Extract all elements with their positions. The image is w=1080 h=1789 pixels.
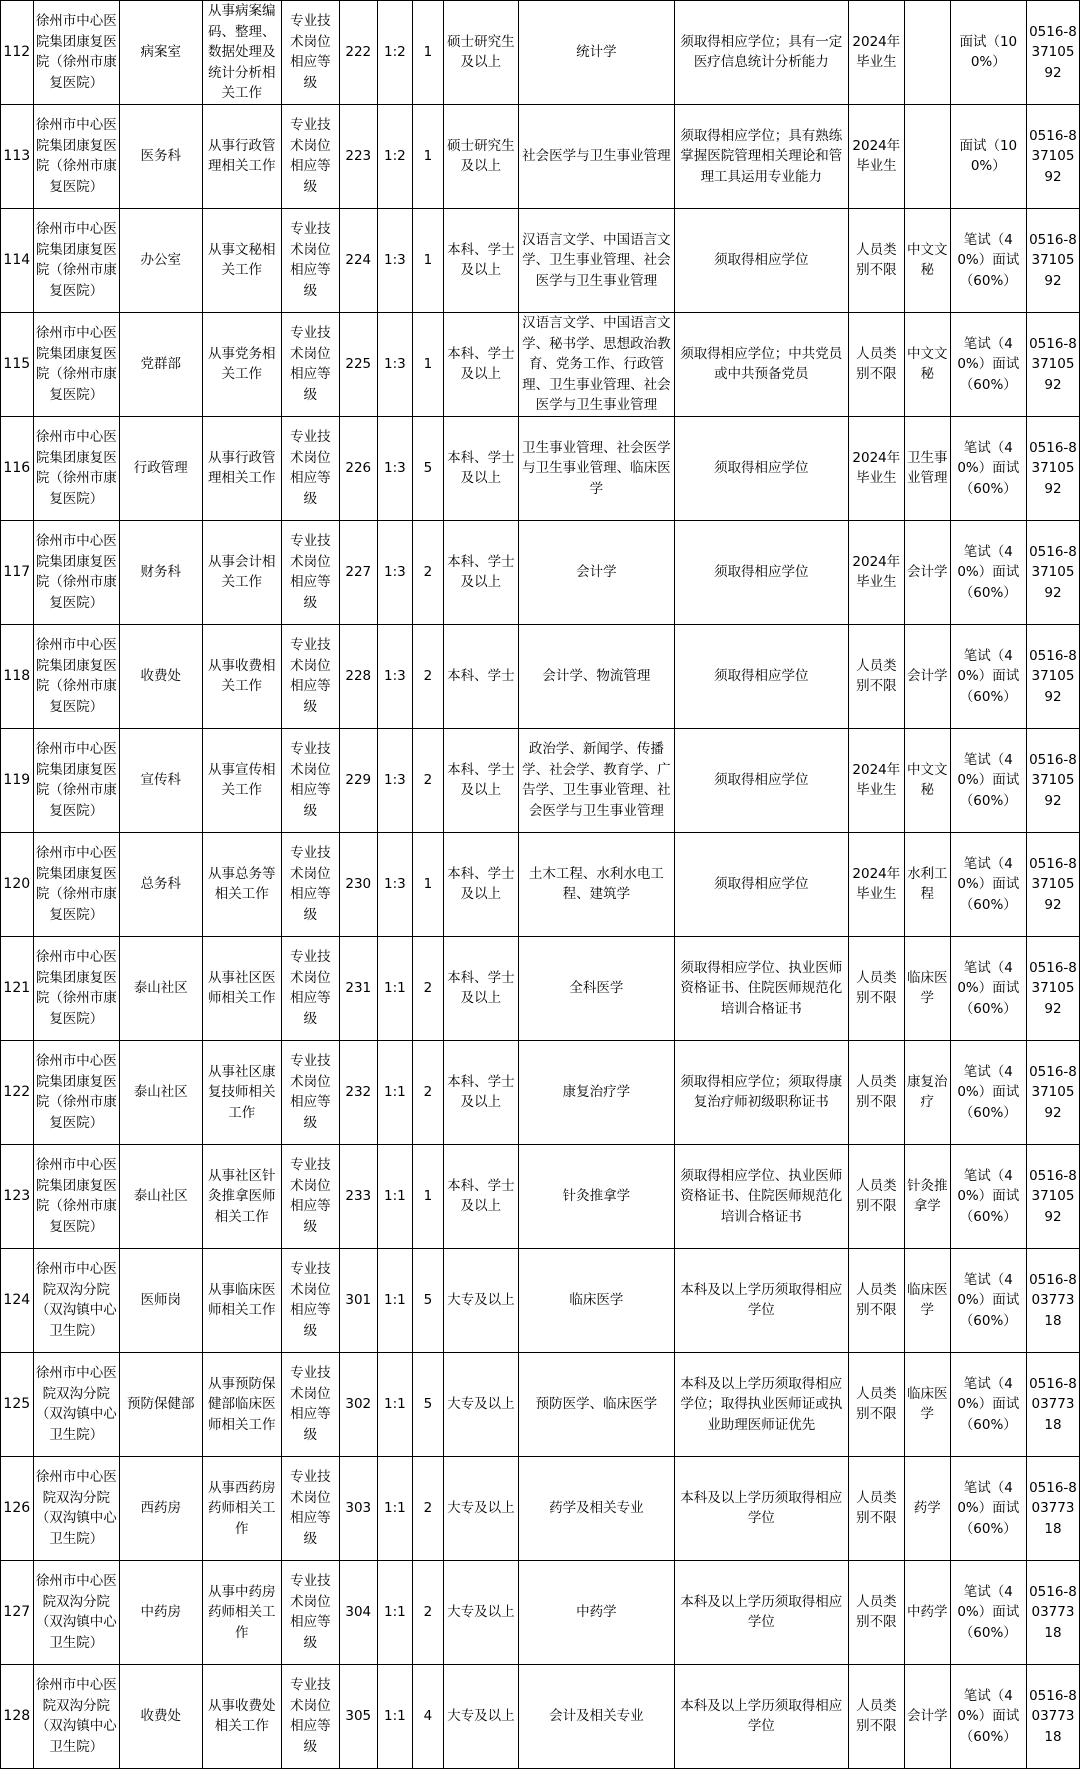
duty-cell: 从事临床医师相关工作 [202,1248,281,1352]
education-cell: 硕士研究生及以上 [443,1,518,105]
table-row [1,624,1080,728]
table-row [1,936,1080,1040]
table-row [1,1352,1080,1456]
department-cell: 泰山社区 [120,1144,202,1248]
major-cell: 政治学、新闻学、传播学、社会学、教育学、广告学、卫生事业管理、社会医学与卫生事业管理 [519,728,675,832]
education-cell: 本科、学士及以上 [443,520,518,624]
exam-method-cell: 笔试（40%）面试（60%） [950,1560,1026,1664]
major-cell: 会计学、物流管理 [519,624,675,728]
table-body [1,1,1080,1769]
position-code-cell: 233 [339,1144,377,1248]
table-row [1,1456,1080,1560]
exam-method-cell: 笔试（40%）面试（60%） [950,832,1026,936]
requirement-cell: 本科及以上学历须取得相应学位 [674,1248,848,1352]
row-number: 119 [1,728,34,832]
position-code-cell: 303 [339,1456,377,1560]
exam-ratio-cell: 1:3 [377,520,413,624]
target-cell: 2024年毕业生 [848,520,904,624]
duty-cell: 从事西药房药师相关工作 [202,1456,281,1560]
position-category-cell: 专业技术岗位相应等级 [281,936,339,1040]
exam-method-cell: 笔试（40%）面试（60%） [950,312,1026,416]
table-row [1,1560,1080,1664]
major-cell: 统计学 [519,1,675,105]
exam-ratio-cell: 1:1 [377,1144,413,1248]
exam-subject-cell: 会计学 [904,624,950,728]
table-row [1,208,1080,312]
target-cell: 人员类别不限 [848,312,904,416]
education-cell: 本科、学士及以上 [443,416,518,520]
education-cell: 硕士研究生及以上 [443,104,518,208]
exam-ratio-cell: 1:1 [377,936,413,1040]
department-cell: 中药房 [120,1560,202,1664]
requirement-cell: 本科及以上学历须取得相应学位；取得执业医师证或执业助理医师证优先 [674,1352,848,1456]
duty-cell: 从事中药房药师相关工作 [202,1560,281,1664]
major-cell: 药学及相关专业 [519,1456,675,1560]
department-cell: 行政管理 [120,416,202,520]
requirement-cell: 须取得相应学位 [674,416,848,520]
requirement-cell: 须取得相应学位、执业医师资格证书、住院医师规范化培训合格证书 [674,1144,848,1248]
phone-cell: 0516-83710592 [1026,416,1079,520]
headcount-cell: 2 [413,1560,444,1664]
position-code-cell: 226 [339,416,377,520]
duty-cell: 从事宣传相关工作 [202,728,281,832]
duty-cell: 从事病案编码、整理、数据处理及统计分析相关工作 [202,1,281,105]
exam-subject-cell: 会计学 [904,520,950,624]
requirement-cell: 须取得相应学位 [674,832,848,936]
phone-cell: 0516-83710592 [1026,624,1079,728]
position-code-cell: 224 [339,208,377,312]
exam-ratio-cell: 1:1 [377,1456,413,1560]
position-category-cell: 专业技术岗位相应等级 [281,1664,339,1768]
department-cell: 财务科 [120,520,202,624]
headcount-cell: 2 [413,624,444,728]
employer-cell: 徐州市中心医院集团康复医院（徐州市康复医院） [33,728,120,832]
major-cell: 中药学 [519,1560,675,1664]
phone-cell: 0516-80377318 [1026,1248,1079,1352]
position-code-cell: 230 [339,832,377,936]
exam-ratio-cell: 1:3 [377,208,413,312]
exam-ratio-cell: 1:3 [377,416,413,520]
duty-cell: 从事预防保健部临床医师相关工作 [202,1352,281,1456]
exam-ratio-cell: 1:1 [377,1352,413,1456]
exam-subject-cell: 药学 [904,1456,950,1560]
target-cell: 人员类别不限 [848,1560,904,1664]
duty-cell: 从事行政管理相关工作 [202,416,281,520]
phone-cell: 0516-80377318 [1026,1456,1079,1560]
table-row [1,104,1080,208]
exam-method-cell: 笔试（40%）面试（60%） [950,936,1026,1040]
duty-cell: 从事会计相关工作 [202,520,281,624]
employer-cell: 徐州市中心医院集团康复医院（徐州市康复医院） [33,624,120,728]
requirement-cell: 须取得相应学位；中共党员或中共预备党员 [674,312,848,416]
headcount-cell: 5 [413,1248,444,1352]
headcount-cell: 1 [413,1,444,105]
requirement-cell: 须取得相应学位 [674,208,848,312]
target-cell: 人员类别不限 [848,1664,904,1768]
major-cell: 会计及相关专业 [519,1664,675,1768]
exam-ratio-cell: 1:1 [377,1560,413,1664]
exam-ratio-cell: 1:1 [377,1664,413,1768]
phone-cell: 0516-83710592 [1026,520,1079,624]
position-category-cell: 专业技术岗位相应等级 [281,1352,339,1456]
headcount-cell: 2 [413,936,444,1040]
phone-cell: 0516-83710592 [1026,1144,1079,1248]
education-cell: 大专及以上 [443,1456,518,1560]
exam-subject-cell: 中文文秘 [904,728,950,832]
requirement-cell: 须取得相应学位 [674,520,848,624]
target-cell: 人员类别不限 [848,1040,904,1144]
exam-subject-cell: 临床医学 [904,1248,950,1352]
row-number: 117 [1,520,34,624]
employer-cell: 徐州市中心医院集团康复医院（徐州市康复医院） [33,312,120,416]
target-cell: 人员类别不限 [848,1248,904,1352]
position-category-cell: 专业技术岗位相应等级 [281,1,339,105]
row-number: 123 [1,1144,34,1248]
headcount-cell: 2 [413,728,444,832]
employer-cell: 徐州市中心医院集团康复医院（徐州市康复医院） [33,104,120,208]
employer-cell: 徐州市中心医院集团康复医院（徐州市康复医院） [33,1144,120,1248]
row-number: 121 [1,936,34,1040]
exam-subject-cell: 中文文秘 [904,312,950,416]
requirement-cell: 本科及以上学历须取得相应学位 [674,1664,848,1768]
exam-method-cell: 笔试（40%）面试（60%） [950,1352,1026,1456]
position-code-cell: 302 [339,1352,377,1456]
position-category-cell: 专业技术岗位相应等级 [281,1144,339,1248]
department-cell: 党群部 [120,312,202,416]
position-category-cell: 专业技术岗位相应等级 [281,832,339,936]
headcount-cell: 4 [413,1664,444,1768]
department-cell: 医师岗 [120,1248,202,1352]
education-cell: 本科、学士及以上 [443,312,518,416]
exam-method-cell: 笔试（40%）面试（60%） [950,520,1026,624]
exam-subject-cell: 水利工程 [904,832,950,936]
department-cell: 收费处 [120,1664,202,1768]
major-cell: 土木工程、水利水电工程、建筑学 [519,832,675,936]
position-code-cell: 304 [339,1560,377,1664]
phone-cell: 0516-83710592 [1026,832,1079,936]
position-code-cell: 231 [339,936,377,1040]
exam-method-cell: 笔试（40%）面试（60%） [950,1248,1026,1352]
headcount-cell: 2 [413,1040,444,1144]
position-category-cell: 专业技术岗位相应等级 [281,416,339,520]
duty-cell: 从事党务相关工作 [202,312,281,416]
major-cell: 社会医学与卫生事业管理 [519,104,675,208]
requirement-cell: 须取得相应学位、执业医师资格证书、住院医师规范化培训合格证书 [674,936,848,1040]
major-cell: 全科医学 [519,936,675,1040]
education-cell: 大专及以上 [443,1560,518,1664]
exam-ratio-cell: 1:3 [377,832,413,936]
exam-method-cell: 笔试（40%）面试（60%） [950,416,1026,520]
exam-subject-cell: 中药学 [904,1560,950,1664]
position-category-cell: 专业技术岗位相应等级 [281,208,339,312]
row-number: 126 [1,1456,34,1560]
headcount-cell: 1 [413,312,444,416]
education-cell: 本科、学士及以上 [443,1144,518,1248]
education-cell: 本科、学士及以上 [443,208,518,312]
exam-method-cell: 笔试（40%）面试（60%） [950,1664,1026,1768]
target-cell: 人员类别不限 [848,1352,904,1456]
phone-cell: 0516-83710592 [1026,1,1079,105]
exam-subject-cell [904,104,950,208]
duty-cell: 从事社区医师相关工作 [202,936,281,1040]
row-number: 115 [1,312,34,416]
phone-cell: 0516-83710592 [1026,936,1079,1040]
requirement-cell: 须取得相应学位；具有熟练掌握医院管理相关理论和管理工具运用专业能力 [674,104,848,208]
target-cell: 2024年毕业生 [848,416,904,520]
table-row [1,1,1080,105]
target-cell: 人员类别不限 [848,936,904,1040]
target-cell: 人员类别不限 [848,1144,904,1248]
position-category-cell: 专业技术岗位相应等级 [281,1248,339,1352]
row-number: 116 [1,416,34,520]
exam-subject-cell: 临床医学 [904,936,950,1040]
position-code-cell: 232 [339,1040,377,1144]
exam-method-cell: 笔试（40%）面试（60%） [950,728,1026,832]
duty-cell: 从事社区针灸推拿医师相关工作 [202,1144,281,1248]
exam-method-cell: 面试（100%） [950,104,1026,208]
major-cell: 预防医学、临床医学 [519,1352,675,1456]
exam-method-cell: 笔试（40%）面试（60%） [950,1456,1026,1560]
major-cell: 临床医学 [519,1248,675,1352]
position-category-cell: 专业技术岗位相应等级 [281,1456,339,1560]
duty-cell: 从事文秘相关工作 [202,208,281,312]
table-row [1,728,1080,832]
row-number: 125 [1,1352,34,1456]
education-cell: 本科、学士及以上 [443,728,518,832]
major-cell: 康复治疗学 [519,1040,675,1144]
phone-cell: 0516-83710592 [1026,312,1079,416]
target-cell: 2024年毕业生 [848,728,904,832]
requirement-cell: 本科及以上学历须取得相应学位 [674,1560,848,1664]
employer-cell: 徐州市中心医院双沟分院（双沟镇中心卫生院） [33,1560,120,1664]
education-cell: 本科、学士及以上 [443,1040,518,1144]
position-code-cell: 301 [339,1248,377,1352]
position-category-cell: 专业技术岗位相应等级 [281,624,339,728]
target-cell: 人员类别不限 [848,1456,904,1560]
education-cell: 本科、学士 [443,624,518,728]
employer-cell: 徐州市中心医院集团康复医院（徐州市康复医院） [33,208,120,312]
department-cell: 病案室 [120,1,202,105]
row-number: 112 [1,1,34,105]
department-cell: 宣传科 [120,728,202,832]
phone-cell: 0516-83710592 [1026,208,1079,312]
row-number: 118 [1,624,34,728]
exam-ratio-cell: 1:3 [377,312,413,416]
position-code-cell: 227 [339,520,377,624]
position-category-cell: 专业技术岗位相应等级 [281,1040,339,1144]
exam-ratio-cell: 1:3 [377,728,413,832]
phone-cell: 0516-80377318 [1026,1560,1079,1664]
exam-ratio-cell: 1:1 [377,1040,413,1144]
position-code-cell: 225 [339,312,377,416]
phone-cell: 0516-80377318 [1026,1352,1079,1456]
target-cell: 2024年毕业生 [848,832,904,936]
education-cell: 大专及以上 [443,1248,518,1352]
requirement-cell: 须取得相应学位；须取得康复治疗师初级职称证书 [674,1040,848,1144]
requirement-cell: 须取得相应学位 [674,624,848,728]
table-row [1,520,1080,624]
exam-subject-cell: 针灸推拿学 [904,1144,950,1248]
table-row [1,312,1080,416]
row-number: 113 [1,104,34,208]
target-cell: 人员类别不限 [848,208,904,312]
employer-cell: 徐州市中心医院双沟分院（双沟镇中心卫生院） [33,1352,120,1456]
position-category-cell: 专业技术岗位相应等级 [281,104,339,208]
department-cell: 总务科 [120,832,202,936]
position-category-cell: 专业技术岗位相应等级 [281,520,339,624]
headcount-cell: 1 [413,1144,444,1248]
duty-cell: 从事行政管理相关工作 [202,104,281,208]
position-category-cell: 专业技术岗位相应等级 [281,312,339,416]
position-code-cell: 229 [339,728,377,832]
exam-subject-cell: 临床医学 [904,1352,950,1456]
employer-cell: 徐州市中心医院集团康复医院（徐州市康复医院） [33,1,120,105]
row-number: 120 [1,832,34,936]
requirement-cell: 须取得相应学位；具有一定医疗信息统计分析能力 [674,1,848,105]
employer-cell: 徐州市中心医院集团康复医院（徐州市康复医院） [33,520,120,624]
position-code-cell: 228 [339,624,377,728]
duty-cell: 从事总务等相关工作 [202,832,281,936]
table-row [1,1144,1080,1248]
table-row [1,832,1080,936]
major-cell: 会计学 [519,520,675,624]
position-code-cell: 223 [339,104,377,208]
row-number: 114 [1,208,34,312]
target-cell: 人员类别不限 [848,624,904,728]
employer-cell: 徐州市中心医院集团康复医院（徐州市康复医院） [33,416,120,520]
major-cell: 汉语言文学、中国语言文学、秘书学、思想政治教育、党务工作、行政管理、卫生事业管理、社会医学与卫生事业管理 [519,312,675,416]
table-row [1,1248,1080,1352]
department-cell: 泰山社区 [120,936,202,1040]
department-cell: 办公室 [120,208,202,312]
exam-ratio-cell: 1:1 [377,1248,413,1352]
exam-ratio-cell: 1:3 [377,624,413,728]
row-number: 122 [1,1040,34,1144]
requirement-cell: 须取得相应学位 [674,728,848,832]
requirement-cell: 本科及以上学历须取得相应学位 [674,1456,848,1560]
exam-ratio-cell: 1:2 [377,104,413,208]
phone-cell: 0516-83710592 [1026,1040,1079,1144]
headcount-cell: 2 [413,1456,444,1560]
table-row [1,1664,1080,1768]
row-number: 127 [1,1560,34,1664]
exam-subject-cell: 卫生事业管理 [904,416,950,520]
duty-cell: 从事收费处相关工作 [202,1664,281,1768]
department-cell: 泰山社区 [120,1040,202,1144]
employer-cell: 徐州市中心医院双沟分院（双沟镇中心卫生院） [33,1248,120,1352]
duty-cell: 从事社区康复技师相关工作 [202,1040,281,1144]
target-cell: 2024年毕业生 [848,104,904,208]
row-number: 128 [1,1664,34,1768]
phone-cell: 0516-83710592 [1026,104,1079,208]
employer-cell: 徐州市中心医院集团康复医院（徐州市康复医院） [33,936,120,1040]
department-cell: 医务科 [120,104,202,208]
exam-method-cell: 面试（100%） [950,1,1026,105]
exam-method-cell: 笔试（40%）面试（60%） [950,1144,1026,1248]
row-number: 124 [1,1248,34,1352]
position-code-cell: 305 [339,1664,377,1768]
department-cell: 预防保健部 [120,1352,202,1456]
duty-cell: 从事收费相关工作 [202,624,281,728]
employer-cell: 徐州市中心医院集团康复医院（徐州市康复医院） [33,832,120,936]
exam-subject-cell: 会计学 [904,1664,950,1768]
education-cell: 本科、学士及以上 [443,832,518,936]
position-category-cell: 专业技术岗位相应等级 [281,1560,339,1664]
education-cell: 大专及以上 [443,1352,518,1456]
table-row [1,1040,1080,1144]
target-cell: 2024年毕业生 [848,1,904,105]
headcount-cell: 1 [413,832,444,936]
exam-subject-cell: 中文文秘 [904,208,950,312]
headcount-cell: 1 [413,104,444,208]
employer-cell: 徐州市中心医院双沟分院（双沟镇中心卫生院） [33,1456,120,1560]
education-cell: 大专及以上 [443,1664,518,1768]
exam-method-cell: 笔试（40%）面试（60%） [950,1040,1026,1144]
major-cell: 卫生事业管理、社会医学与卫生事业管理、临床医学 [519,416,675,520]
phone-cell: 0516-80377318 [1026,1664,1079,1768]
position-category-cell: 专业技术岗位相应等级 [281,728,339,832]
exam-method-cell: 笔试（40%）面试（60%） [950,208,1026,312]
table-row [1,416,1080,520]
headcount-cell: 5 [413,416,444,520]
education-cell: 本科、学士及以上 [443,936,518,1040]
phone-cell: 0516-83710592 [1026,728,1079,832]
major-cell: 汉语言文学、中国语言文学、卫生事业管理、社会医学与卫生事业管理 [519,208,675,312]
exam-method-cell: 笔试（40%）面试（60%） [950,624,1026,728]
position-code-cell: 222 [339,1,377,105]
employer-cell: 徐州市中心医院双沟分院（双沟镇中心卫生院） [33,1664,120,1768]
exam-ratio-cell: 1:2 [377,1,413,105]
headcount-cell: 2 [413,520,444,624]
department-cell: 西药房 [120,1456,202,1560]
department-cell: 收费处 [120,624,202,728]
major-cell: 针灸推拿学 [519,1144,675,1248]
exam-subject-cell: 康复治疗 [904,1040,950,1144]
employer-cell: 徐州市中心医院集团康复医院（徐州市康复医院） [33,1040,120,1144]
exam-subject-cell [904,1,950,105]
headcount-cell: 5 [413,1352,444,1456]
headcount-cell: 1 [413,208,444,312]
